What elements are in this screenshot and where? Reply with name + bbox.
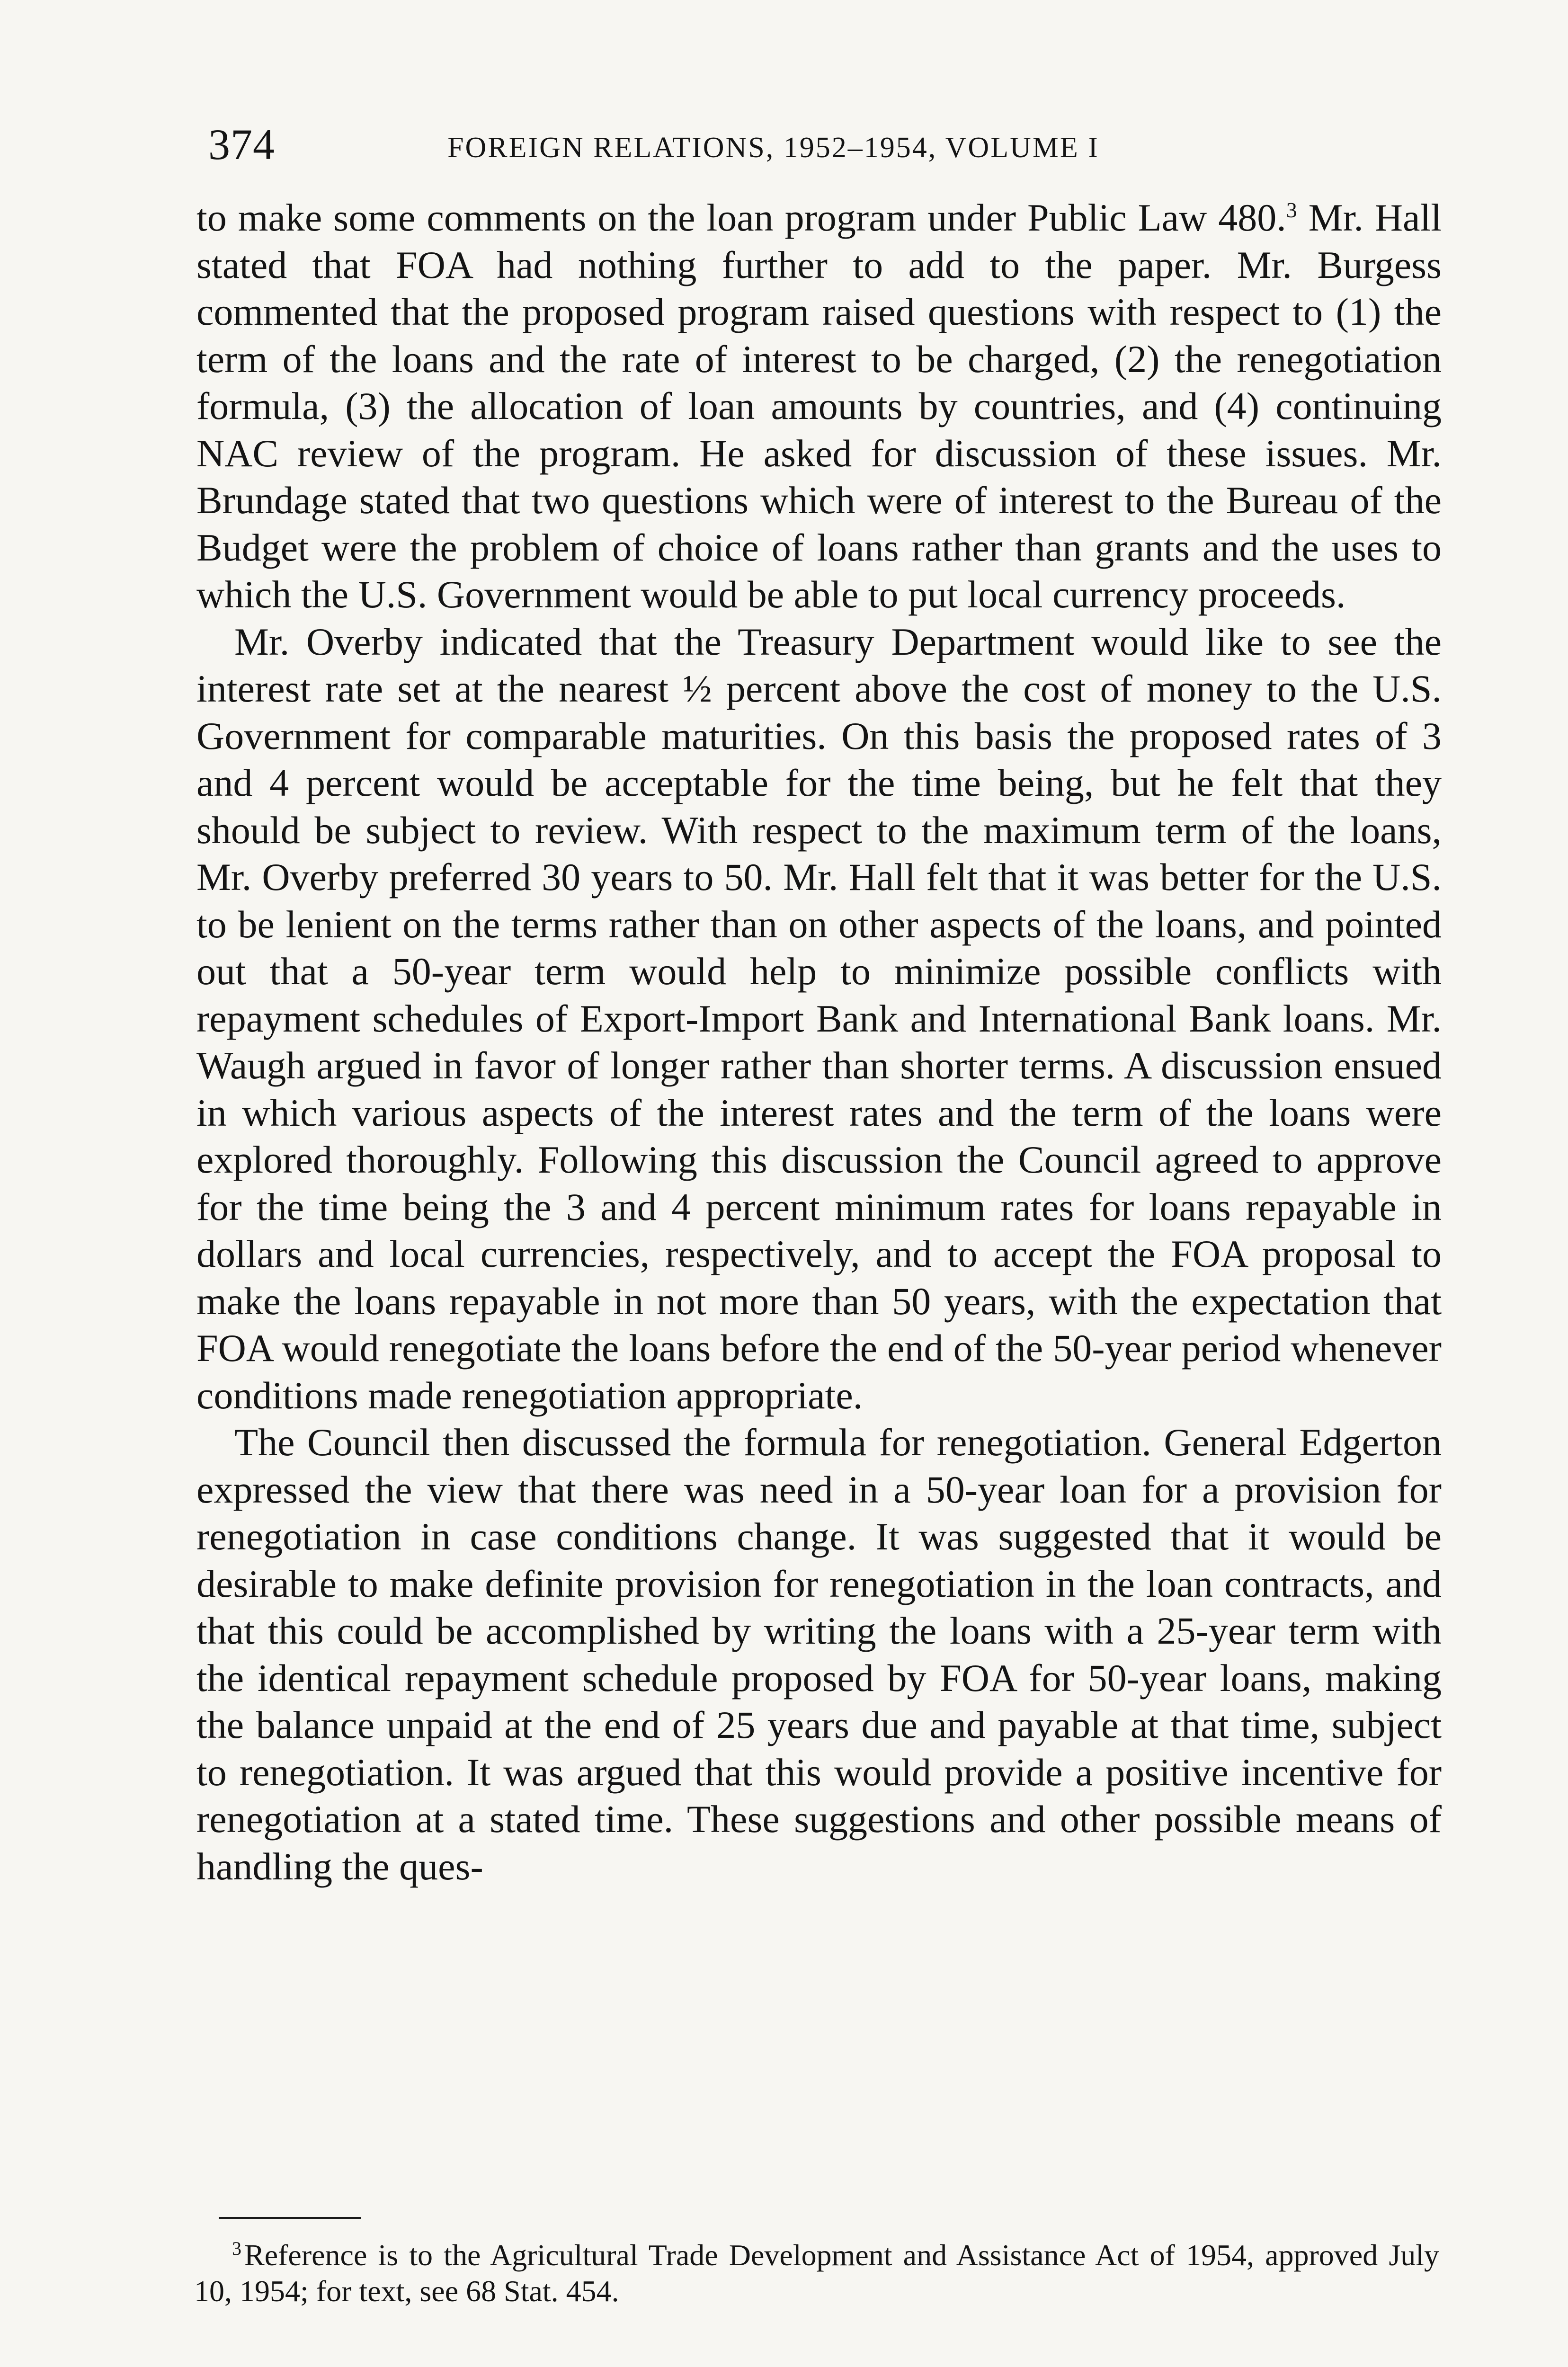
paragraph-1-text: to make some comments on the loan program under Public Law 480. [196,196,1286,239]
footnote-text: Reference is to the Agricultural Trade Development and Assistance Act of 1954, approved July 10, 1954; for text, see 68 Stat. 454. [194,2238,1439,2308]
paragraph-3: The Council then discussed the formula for renegotiation. General Edgerton expressed the view that there was need in a 50-year loan for a provision for renegotiation in case conditions change. It was suggested that it would be desirable to make definite provision for renegotiation in the loan contracts, and that this could be accomplished by writing the loans with a 25-year term with the identical repayment schedule proposed by FOA for 50-year loans, making the balance unpaid at the end of 25 years due and payable at that time, subject to renegotiation. It was argued that this would provide a positive incentive for renegotiation at a stated time. These suggestions and other possible means of handling the ques- [196,1421,1442,1888]
footnote-reference: 3 [1286,198,1297,222]
footnote-divider [219,2217,361,2219]
paragraph-1-text-continued: Mr. Hall stated that FOA had nothing further to add to the paper. Mr. Burgess commented that the proposed program raised questions with respect to (1) the term of the loans and the rate of interest to be charged, (2) the renegotiation formula, (3) the allocation of loan amounts by countries, and (4) continuing NAC review of the program. He asked for discussion of these issues. Mr. Brundage stated that two questions which were of interest to the Bureau of the Budget were the problem of choice of loans rather than grants and the uses to which the U.S. Government would be able to put local currency proceeds. [196,196,1442,616]
page-number: 374 [208,120,275,169]
footnote-marker: 3 [232,2238,241,2259]
paragraph-2: Mr. Overby indicated that the Treasury Department would like to see the interest rate set at the nearest ½ percent above the cost of money to the U.S. Government for comparable maturities. On this basis the proposed rates of 3 and 4 percent would be acceptable for the time being, but he felt that they should be subject to review. With respect to the maximum term of the loans, Mr. Overby preferred 30 years to 50. Mr. Hall felt that it was better for the U.S. to be lenient on the terms rather than on other aspects of the loans, and pointed out that a 50-year term would help to minimize possible conflicts with repayment schedules of Export-Import Bank and International Bank loans. Mr. Waugh argued in favor of longer rather than shorter terms. A discussion ensued in which various aspects of the interest rates and the term of the loans were explored thoroughly. Following this discussion the Council agreed to approve for the time being the 3 and 4 percent minimum rates for loans repayable in dollars and local currencies, respectively, and to accept the FOA proposal to make the loans repayable in not more than 50 years, with the expectation that FOA would renegotiate the loans before the end of the 50-year period whenever conditions made renegotiation appropriate. [196,620,1442,1417]
footnote [194,2231,1439,2309]
body-text [196,194,1442,1890]
paragraph-1 [196,194,1442,618]
page-header [208,118,1439,180]
running-head: FOREIGN RELATIONS, 1952–1954, VOLUME I [447,132,1099,164]
